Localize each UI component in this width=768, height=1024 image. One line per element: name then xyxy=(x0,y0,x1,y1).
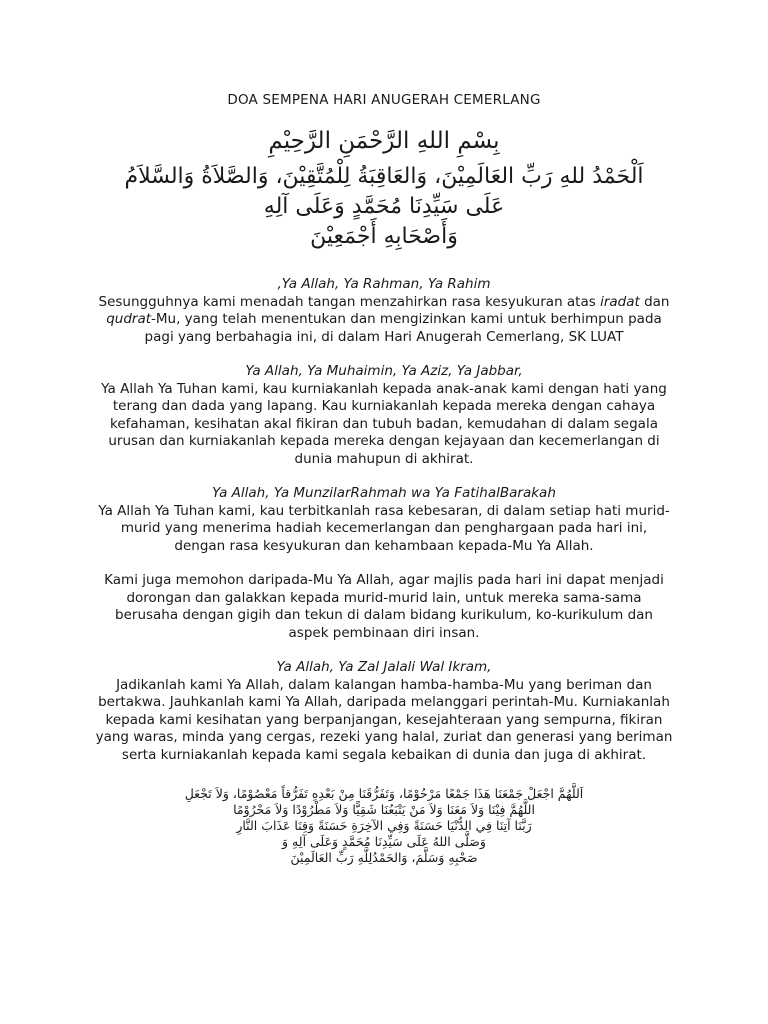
closing-prayer xyxy=(100,786,668,866)
hamd-line: اَلْحَمْدُ للهِ رَبِّ العَالَمِيْنَ، وَالعَاقِبَةُ لِلْمُتَّقِيْنَ، وَالصَّلاَةُ وَالسَّلاَمُ xyxy=(124,164,644,189)
paragraph-2-body: Ya Allah Ya Tuhan kami, kau kurniakanlah kepada anak-anak kami dengan hati yang terang dan dada yang lapang. Kau kurniakanlah kepada mereka dengan cahaya kefahaman, kesihatan akal fikiran dan tubuh badan, kemudahan di dalam segala urusan dan kurniakanlah kepada mereka dengan kejayaan dan kecemerlangan di dunia mahupun di akhirat. xyxy=(101,380,667,467)
bismillah-text: بِسْمِ اللهِ الرَّحْمَنِ الرَّحِيْمِ xyxy=(268,128,500,154)
paragraph-5 xyxy=(95,659,673,764)
paragraph-3-intro: Ya Allah, Ya MunzilarRahmah wa Ya FatihalBarakah xyxy=(212,485,556,501)
paragraph-2 xyxy=(95,363,673,468)
closing-line: رَبَّنَا آتِنَا فِي الدُّنْيَا حَسَنَةً وَفِي الآخِرَةِ حَسَنَةً وَقِنَا عَذَابَ النَّارِ xyxy=(236,818,532,833)
paragraph-2-intro: Ya Allah, Ya Muhaimin, Ya Aziz, Ya Jabbar, xyxy=(245,363,523,379)
paragraph-1-intro: ,Ya Allah, Ya Rahman, Ya Rahim xyxy=(277,276,491,292)
paragraph-3 xyxy=(95,485,673,555)
closing-line: وَصَلَّى اللهُ عَلَى سَيِّدِنَا مُحَمَّدٍ وَعَلَى آلِهِ وَ xyxy=(282,834,486,849)
paragraph-4-body: Kami juga memohon daripada-Mu Ya Allah, agar majlis pada hari ini dapat menjadi dorongan dan galakkan kepada murid-murid lain, untuk mereka sama-sama berusaha dengan gigih dan tekun di dalam bidang kurikulum, ko-kurikulum dan aspek pembinaan diri insan. xyxy=(104,572,664,641)
paragraph-5-intro: Ya Allah, Ya Zal Jalali Wal Ikram, xyxy=(276,659,492,675)
hamd-block xyxy=(90,162,678,252)
paragraph-1 xyxy=(95,276,673,346)
paragraph-1-text-c: -Mu, yang telah menentukan dan mengizinkan kami untuk berhimpun pada pagi yang berbahagia ini, di dalam Hari Anugerah Cemerlang, SK LUAT xyxy=(144,311,662,345)
paragraph-1-qudrat: qudrat xyxy=(106,311,152,327)
paragraph-1-text-a: Sesungguhnya kami menadah tangan menzahirkan rasa kesyukuran atas xyxy=(98,293,601,310)
paragraph-3-body: Ya Allah Ya Tuhan kami, kau terbitkanlah rasa kebesaran, di dalam setiap hati murid-murid yang menerima hadiah kecemerlangan dan penghargaan pada hari ini, dengan rasa kesyukuran dan kehambaan kepada-Mu Ya Allah. xyxy=(98,502,670,554)
hamd-line: وَأَصْحَابِهِ أَجْمَعِيْنَ xyxy=(310,224,458,249)
paragraph-1-iradat: iradat xyxy=(600,293,640,310)
document-title: DOA SEMPENA HARI ANUGERAH CEMERLANG xyxy=(227,92,541,108)
paragraph-4 xyxy=(95,572,673,642)
paragraph-5-body: Jadikanlah kami Ya Allah, dalam kalangan hamba-hamba-Mu yang beriman dan bertakwa. Jauhkanlah kami Ya Allah, daripada melanggari perintah-Mu. Kurniakanlah kepada kami kesihatan yang berpanjangan, kesejahteraan yang sempurna, fikiran yang waras, minda yang cergas, rezeki yang halal, zuriat dan generasi yang beriman serta kurniakanlah kepada kami segala kebaikan di dunia dan juga di akhirat. xyxy=(95,676,673,763)
paragraph-1-text-b: dan xyxy=(639,293,670,310)
closing-line: اللَّهُمَّ فِيْنَا وَلاَ مَعَنَا وَلاَ مَنْ يَتْبَعُنَا شَقِيًّا وَلاَ مَطْرُوْدًا وَلاَ مَحْرُوْمًا xyxy=(233,802,535,817)
hamd-line: عَلَى سَيِّدِنَا مُحَمَّدٍ وَعَلَى آلِهِ xyxy=(263,194,505,219)
closing-line: اَللَّهُمَّ اجْعَلْ جَمْعَنَا هَذَا جَمْعًا مَرْحُوْمًا، وَتَفَرُّقَنَا مِنْ بَعْدِهِ تَفَرُّقاً مَعْصُوْمًا، وَلاَ تَجْعَلِ xyxy=(184,786,584,801)
closing-line: صَحْبِهِ وَسَلَّمَ، وَالحَمْدُلِلَّهِ رَبِّ العَالَمِيْنَ xyxy=(290,850,478,865)
